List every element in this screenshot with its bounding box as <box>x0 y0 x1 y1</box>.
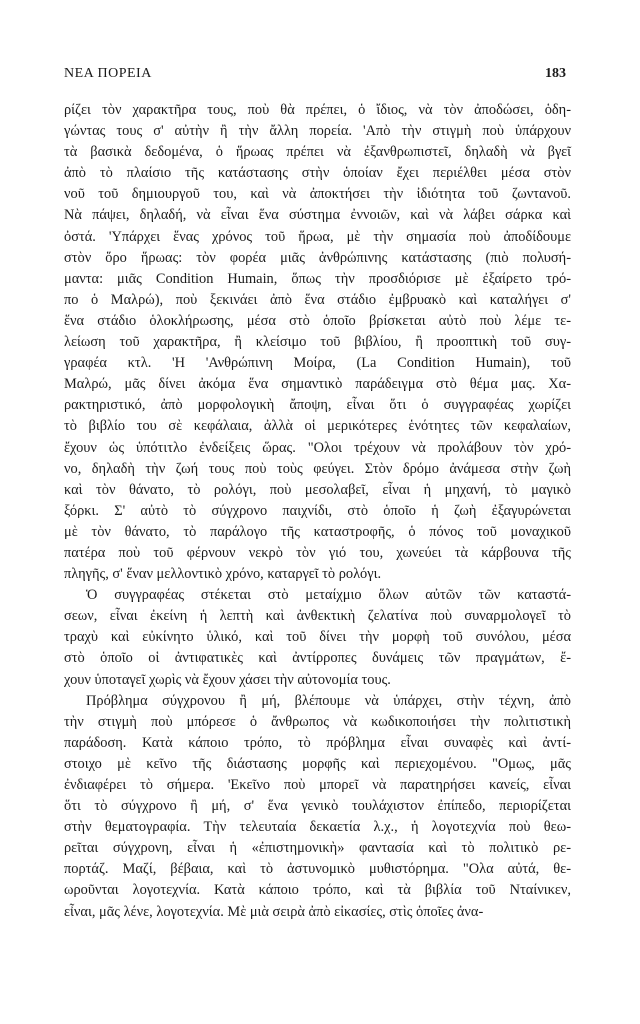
text-line: τὴν στιγμὴ ποὺ μπόρεσε ὁ ἄνθρωπος νὰ κωδικοποιήσει τὴν πολιτιστικὴ <box>64 713 571 730</box>
paragraph <box>64 691 571 923</box>
text-line: μὲ τὸν θάνατο, τὸ παράλογο τῆς καταστροφῆς, ὁ πόνος τοῦ μοναχικοῦ <box>64 523 571 540</box>
text-line: στὸν ὅρο ἥρωας: τὸν φορέα μιᾶς ἀνθρώπινης κατάστασης (πιὸ πολυσή- <box>64 249 571 266</box>
text-line: ἕνα στάδιο ὁλοκλήρωσης, μέσα στὸ ὁποῖο βρίσκεται αὐτὸ ποὺ λέμε τε- <box>64 312 571 329</box>
text-line: ὅτι τὸ σύγχρονο ἢ μή, σ' ἕνα γενικὸ τουλάχιστον ἐπίπεδο, περιορίζεται <box>64 798 571 815</box>
text-line: τὰ βασικὰ δεδομένα, ὁ ἥρωας πρέπει νὰ ἐξανθρωπιστεῖ, δηλαδὴ νὰ βγεῖ <box>64 144 571 161</box>
text-line: σεων, εἶναι ἐκείνη ἡ λεπτὴ καὶ ἀνθεκτικὴ ζελατίνα ποὺ συναρμολογεῖ τὸ <box>64 608 571 625</box>
paragraph <box>64 100 571 585</box>
page-header <box>64 66 566 86</box>
running-title: ΝΕΑ ΠΟΡΕΙΑ <box>64 66 152 81</box>
text-line: ρίζει τὸν χαρακτῆρα τους, ποὺ θὰ πρέπει, ὁ ἴδιος, νὰ τὸν ἀποδώσει, ὁδη- <box>64 102 571 118</box>
text-line: Ὁ συγγραφέας στέκεται στὸ μεταίχμιο ὅλων αὐτῶν τῶν καταστά- <box>86 587 571 604</box>
text-line: πληγῆς, σ' ἕναν μελλοντικὸ χρόνο, καταργεῖ τὸ ρολόγι. <box>64 566 382 583</box>
text-line: Μαλρώ, μᾶς δίνει ἀκόμα ἕνα σημαντικὸ παράδειγμα στὸ θέμα μας. Χα- <box>64 376 571 393</box>
text-line: ρεῖται σύγχρονη, εἶναι ἡ «ἐπιστημονικὴ» φαντασία καὶ τὸ πολιτικὸ ρε- <box>64 840 571 857</box>
text-line: νο, δηλαδὴ τὴν ζωή τους ποὺ τοὺς φεύγει. Στὸν δρόμο ἀνάμεσα στὴν ζωὴ <box>64 460 571 477</box>
text-line: ξόρκι. Σ' αὐτὸ τὸ σύγχρονο παιχνίδι, στὸ ὁποῖο ἡ ζωὴ ἐξαγυρώνεται <box>64 502 571 519</box>
text-line: πο ὁ Μαλρώ), ποὺ ξεκινάει ἀπὸ ἕνα στάδιο ἐμβρυακὸ καὶ καταλήγει σ' <box>64 291 571 308</box>
text-line: Πρόβλημα σύγχρονου ἢ μή, βλέπουμε νὰ ὑπάρχει, στὴν τέχνη, ἀπὸ <box>86 692 571 709</box>
text-line: τραχὺ καὶ εὐκίνητο ὑλικό, καὶ τοῦ δίνει τὴν μορφὴ τοῦ συνόλου, μέσα <box>64 629 571 646</box>
text-line: λείωση τοῦ χαρακτῆρα, ἢ κλείσιμο τοῦ βιβλίου, ἢ προοπτικὴ τοῦ συγ- <box>64 334 571 351</box>
text-line: ωροῦνται λογοτεχνία. Κατὰ κάποιο τρόπο, καὶ τὰ βιβλία τοῦ Νταίνικεν, <box>64 882 571 899</box>
text-line: ἀπὸ τὸ πλαίσιο τῆς κατάστασης στὴν ὁποίαν ἔχει περιέλθει μέσα στὸν <box>64 165 571 182</box>
text-line: γώντας τους σ' αὐτὴν ἢ τὴν ἄλλη πορεία. 'Απὸ τὴν στιγμὴ ποὺ ὑπάρχουν <box>64 123 571 140</box>
text-line: χουν ὑποταγεῖ χωρὶς νὰ ἔχουν χάσει τὴν αὐτονομία τους. <box>64 671 391 688</box>
text-line: εἶναι, μᾶς λένε, λογοτεχνία. Μὲ μιὰ σειρὰ ἀπὸ εἰκασίες, στὶς ὁποῖες ἀνα- <box>64 903 484 920</box>
text-line: στὸ ὁποῖο οἱ ἀντιφατικὲς καὶ ἀντίρροπες δυνάμεις τῶν πραγμάτων, ἔ- <box>64 650 571 667</box>
text-line: καὶ τὸν θάνατο, τὸ ρολόγι, ποὺ μεσολαβεῖ, εἶναι ἡ μηχανή, τὸ μαγικὸ <box>64 481 571 498</box>
text-line: μαντα: μιᾶς Condition Humain, ὅπως τὴν προσδιόρισε μὲ ἐξαίρετο τρό- <box>64 270 571 287</box>
paragraph <box>64 585 571 690</box>
text-line: γραφέα κτλ. 'Η 'Ανθρώπινη Μοίρα, (La Condition Humain), τοῦ <box>64 355 571 372</box>
text-line: ρακτηριστικό, ἀπὸ μορφολογικὴ ἄποψη, εἶναι ὅτι ὁ συγγραφέας χωρίζει <box>64 397 571 414</box>
text-line: παράδοση. Κατὰ κάποιο τρόπο, τὸ πρόβλημα εἶναι συναφὲς καὶ ἀντί- <box>64 734 571 751</box>
text-line: πορτάζ. Μαζί, βέβαια, καὶ τὸ ἀστυνομικὸ μυθιστόρημα. "Ολα αὐτά, θε- <box>64 861 571 878</box>
body-text <box>64 100 571 923</box>
text-line: ὀστά. 'Υπάρχει ἕνας χρόνος τοῦ ἥρωα, μὲ τὴν σημασία ποὺ ἀποδίδουμε <box>64 228 571 245</box>
text-line: στὴν θεματογραφία. Τὴν τελευταία δεκαετία λ.χ., ἡ λογοτεχνία ποὺ θεω- <box>64 819 571 836</box>
text-line: ἔχουν ὡς ὑπότιτλο ἐνδείξεις ὥρας. "Ολοι τρέχουν νὰ προλάβουν τὸν χρό- <box>64 439 571 456</box>
text-line: ἐνδιαφέρει τὸ σήμερα. 'Εκεῖνο ποὺ μπορεῖ νὰ παρατηρήσει κανείς, εἶναι <box>64 777 571 793</box>
text-line: πατέρα ποὺ τοῦ φέρνουν νεκρὸ τὸν γιό του, χωνεύει τὰ κάρβουνα τῆς <box>64 544 571 561</box>
text-line: στοιχο μὲ κεῖνο τῆς διάστασης μορφῆς καὶ περιεχομένου. "Ομως, μᾶς <box>64 755 571 772</box>
page-number: 183 <box>545 66 566 81</box>
text-line: Νὰ πάψει, δηλαδή, νὰ εἶναι ἕνα σύστημα ἐννοιῶν, καὶ νὰ λάβει σάρκα καὶ <box>64 207 571 224</box>
text-line: νοῦ τοῦ δημιουργοῦ του, καὶ νὰ ἀποκτήσει τὴν ἰδιότητα τοῦ ζωντανοῦ. <box>64 186 571 203</box>
text-line: τὸ βιβλίο του σὲ κεφάλαια, ἀλλὰ οἱ μερικότερες ἑνότητες τῶν κεφαλαίων, <box>64 418 571 435</box>
